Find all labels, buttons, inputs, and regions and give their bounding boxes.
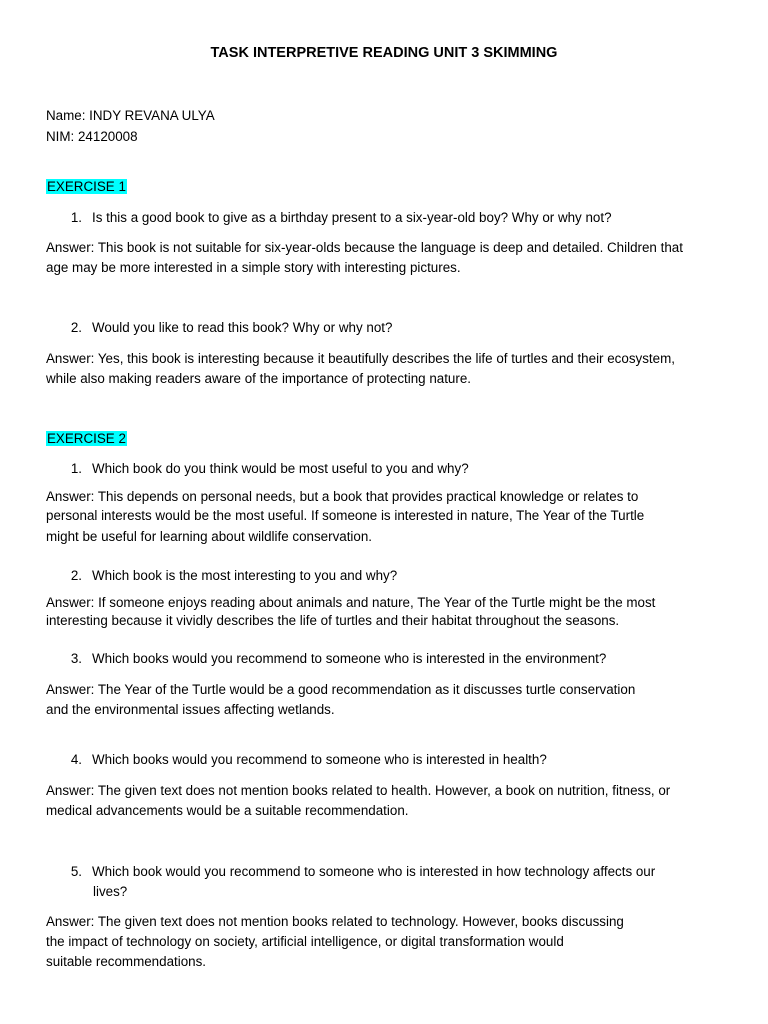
- exercise-1-heading: [46, 179, 127, 194]
- ex2-question-3: 3. Which books would you recommend to someone who is interested in the environment?: [70, 651, 607, 666]
- ex1-question-2: 2. Would you like to read this book? Why or why not?: [70, 320, 393, 335]
- ex2-question-4: 4. Which books would you recommend to someone who is interested in health?: [70, 752, 547, 767]
- ex1-question-1: 1. Is this a good book to give as a birthday present to a six-year-old boy? Why or why not?: [70, 210, 612, 225]
- ex2-question-2: 2. Which book is the most interesting to you and why?: [70, 568, 398, 583]
- ex1-answer-2: Answer: Yes, this book is interesting because it beautifully describes the life of turtles and their ecosystem, while also making readers aware of the importance of protecting nature.: [46, 351, 675, 386]
- ex1-answer-1: Answer: This book is not suitable for six-year-olds because the language is deep and detailed. Children that age may be more interested in a simple story with interesting pictures.: [46, 240, 683, 275]
- document-title: TASK INTERPRETIVE READING UNIT 3 SKIMMING: [210, 45, 558, 61]
- ex2-answer-5: Answer: The given text does not mention books related to technology. However, books discussing the impact of technology on society, artificial intelligence, or digital transformation would suitable recommendations.: [46, 914, 624, 969]
- exercise-1-heading-text: EXERCISE 1: [47, 179, 126, 194]
- name-line: Name: INDY REVANA ULYA: [46, 108, 215, 123]
- exercise-2-heading: [46, 431, 127, 446]
- exercise-2-heading-text: EXERCISE 2: [47, 431, 126, 446]
- nim-line: NIM: 24120008: [46, 129, 138, 144]
- ex2-answer-3: Answer: The Year of the Turtle would be a good recommendation as it discusses turtle conservation and the environmental issues affecting wetlands.: [46, 682, 636, 717]
- ex2-question-1: 1. Which book do you think would be most useful to you and why?: [70, 461, 469, 476]
- ex2-question-5: 5. Which book would you recommend to someone who is interested in how technology affects our lives?: [70, 864, 656, 899]
- ex2-answer-4: Answer: The given text does not mention books related to health. However, a book on nutrition, fitness, or medical advancements would be a suitable recommendation.: [46, 783, 671, 818]
- ex2-answer-2: Answer: If someone enjoys reading about animals and nature, The Year of the Turtle might be the most interesting because it vividly describes the life of turtles and their habitat throughout the seasons.: [46, 595, 656, 628]
- ex2-answer-1: Answer: This depends on personal needs, but a book that provides practical knowledge or relates to personal interests would be the most useful. If someone is interested in nature, The Year of the Turtle might be useful for learning about wildlife conservation.: [46, 489, 645, 544]
